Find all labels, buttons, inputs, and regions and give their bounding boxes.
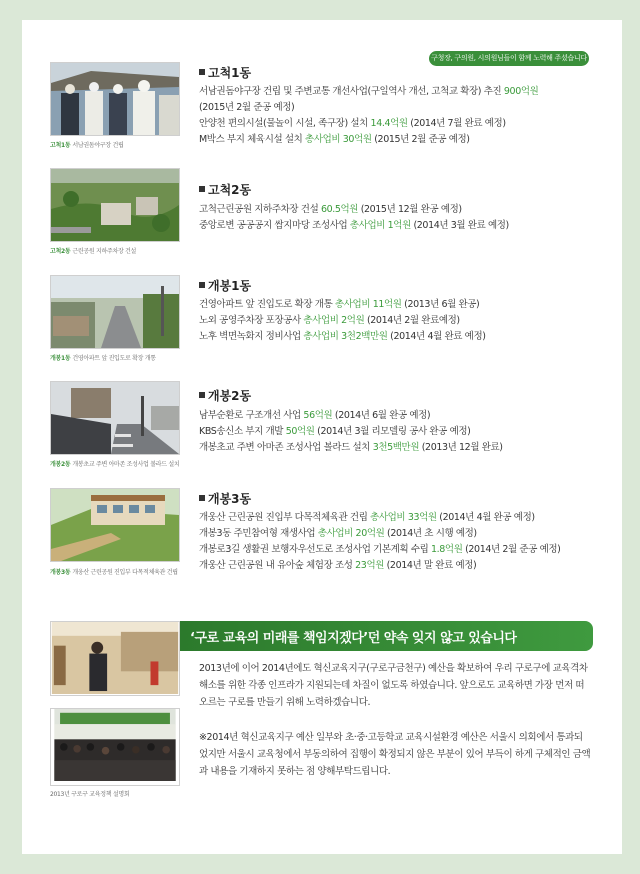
title-gaebong3: 개봉3동: [199, 490, 251, 507]
item-line: 고척근린공원 지하주차장 건설 60.5억원 (2015년 12월 완공 예정): [199, 204, 462, 215]
item-line: 노외 공영주차장 포장공사 총사업비 2억원 (2014년 2월 완료예정): [199, 315, 460, 326]
title-gocheok2: 고척2동: [199, 181, 251, 198]
photo-gaebong3: [50, 488, 180, 562]
contributors-badge: 구청장, 구의원, 시의원님들이 함께 노력해 주셨습니다: [429, 51, 589, 66]
item-line: M박스 부지 체육시설 설치 총사업비 30억원 (2015년 2월 준공 예정): [199, 134, 470, 145]
item-line: 개봉3동 주민참여형 재생사업 총사업비 20억원 (2014년 초 시행 예정): [199, 528, 477, 539]
photo-gaebong1: [50, 275, 180, 349]
item-line: 안양천 편의시설(물놀이 시설, 족구장) 설치 14.4억원 (2014년 7월 완료 예정): [199, 118, 506, 129]
paragraph-note: ※2014년 혁신교육지구 예산 일부와 초·중·고등학교 교육시설환경 예산은 서울시 의회에서 통과되었지만 서울시 교육청에서 부동의하여 집행이 확정되지 않은 부분이 있어 부득이 하게 구체적인 금액과 내용을 기재하지 못하는 점 양해부탁드립니다.: [199, 732, 591, 777]
item-line: 개웅산 근린공원 내 유아숲 체험장 조성 23억원 (2014년 말 완료 예정): [199, 560, 477, 571]
photo-gocheok1: [50, 62, 180, 136]
paragraph-main: 2013년에 이어 2014년에도 혁신교육지구(구로구금천구) 예산을 확보하여 우리 구로구에 교육격차 해소를 위한 각종 인프라가 지원되는데 차질이 없도록 하였습니다. 앞으로도 교육하면 가장 먼저 떠오르는 구로를 만들기 위해 노력하겠습니다.: [199, 663, 588, 708]
item-line: KBS송신소 부지 개발 50억원 (2014년 3월 리모델링 공사 완공 예정): [199, 426, 471, 437]
item-line: 노후 벽면녹화지 정비사업 총사업비 3천2백만원 (2014년 4월 완료 예정): [199, 331, 486, 342]
title-gaebong1: 개봉1동: [199, 277, 251, 294]
item-line: (2015년 2월 준공 예정): [199, 102, 295, 113]
item-line: 건영아파트 앞 진입도로 확장 개통 총사업비 11억원 (2013년 6월 완공): [199, 299, 480, 310]
item-line: 중앙로변 공공공지 쌈지마당 조성사업 총사업비 1억원 (2014년 3월 완료 예정): [199, 220, 509, 231]
caption-gocheok2: 고척2동 근린공원 지하주차장 건설: [50, 248, 137, 255]
caption-gaebong1: 개봉1동 건영아파트 앞 진입도로 확장 개통: [50, 355, 156, 362]
title-gocheok1: 고척1동: [199, 64, 251, 81]
photo-gocheok2: [50, 168, 180, 242]
item-line: 개봉로3길 생활권 보행자우선도로 조성사업 기본계획 수립 1.8억원 (2014년 2월 준공 예정): [199, 544, 561, 555]
photo-gaebong2: [50, 381, 180, 455]
banner-title: ‘구로 교육의 미래를 책임지겠다’던 약속 잊지 않고 있습니다: [190, 631, 517, 646]
lines-gocheok2: [199, 202, 599, 234]
lines-gaebong1: [199, 297, 599, 345]
caption-gaebong2: 개봉2동 개봉초교 주변 아마존 조성사업 볼라드 설치: [50, 461, 180, 468]
title-gaebong2: 개봉2동: [199, 387, 251, 404]
caption-gocheok1: 고척1동 서남권돔야구장 건립: [50, 142, 124, 149]
education-note: [199, 729, 591, 780]
caption-education-briefing: 2013년 구로구 교육정책 설명회: [50, 791, 130, 798]
education-paragraph: [199, 660, 591, 711]
lines-gaebong2: [199, 408, 599, 456]
education-banner: [180, 621, 593, 651]
item-line: 서남권돔야구장 건립 및 주변교통 개선사업(구일역사 개선, 고척교 확장) 추진 900억원: [199, 86, 539, 97]
item-line: 개봉초교 주변 아마존 조성사업 볼라드 설치 3천5백만원 (2013년 12월 완료): [199, 442, 503, 453]
item-line: 남부순환로 구조개선 사업 56억원 (2014년 6월 완공 예정): [199, 410, 431, 421]
item-line: 개웅산 근린공원 진입부 다목적체육관 건립 총사업비 33억원 (2014년 4월 완공 예정): [199, 512, 535, 523]
lines-gaebong3: [199, 510, 599, 574]
lines-gocheok1: [199, 84, 599, 148]
caption-gaebong3: 개봉3동 개웅산 근린공원 진입부 다목적체육관 건립: [50, 569, 178, 576]
photo-audience: [50, 708, 180, 786]
photo-speaker: [50, 621, 180, 696]
